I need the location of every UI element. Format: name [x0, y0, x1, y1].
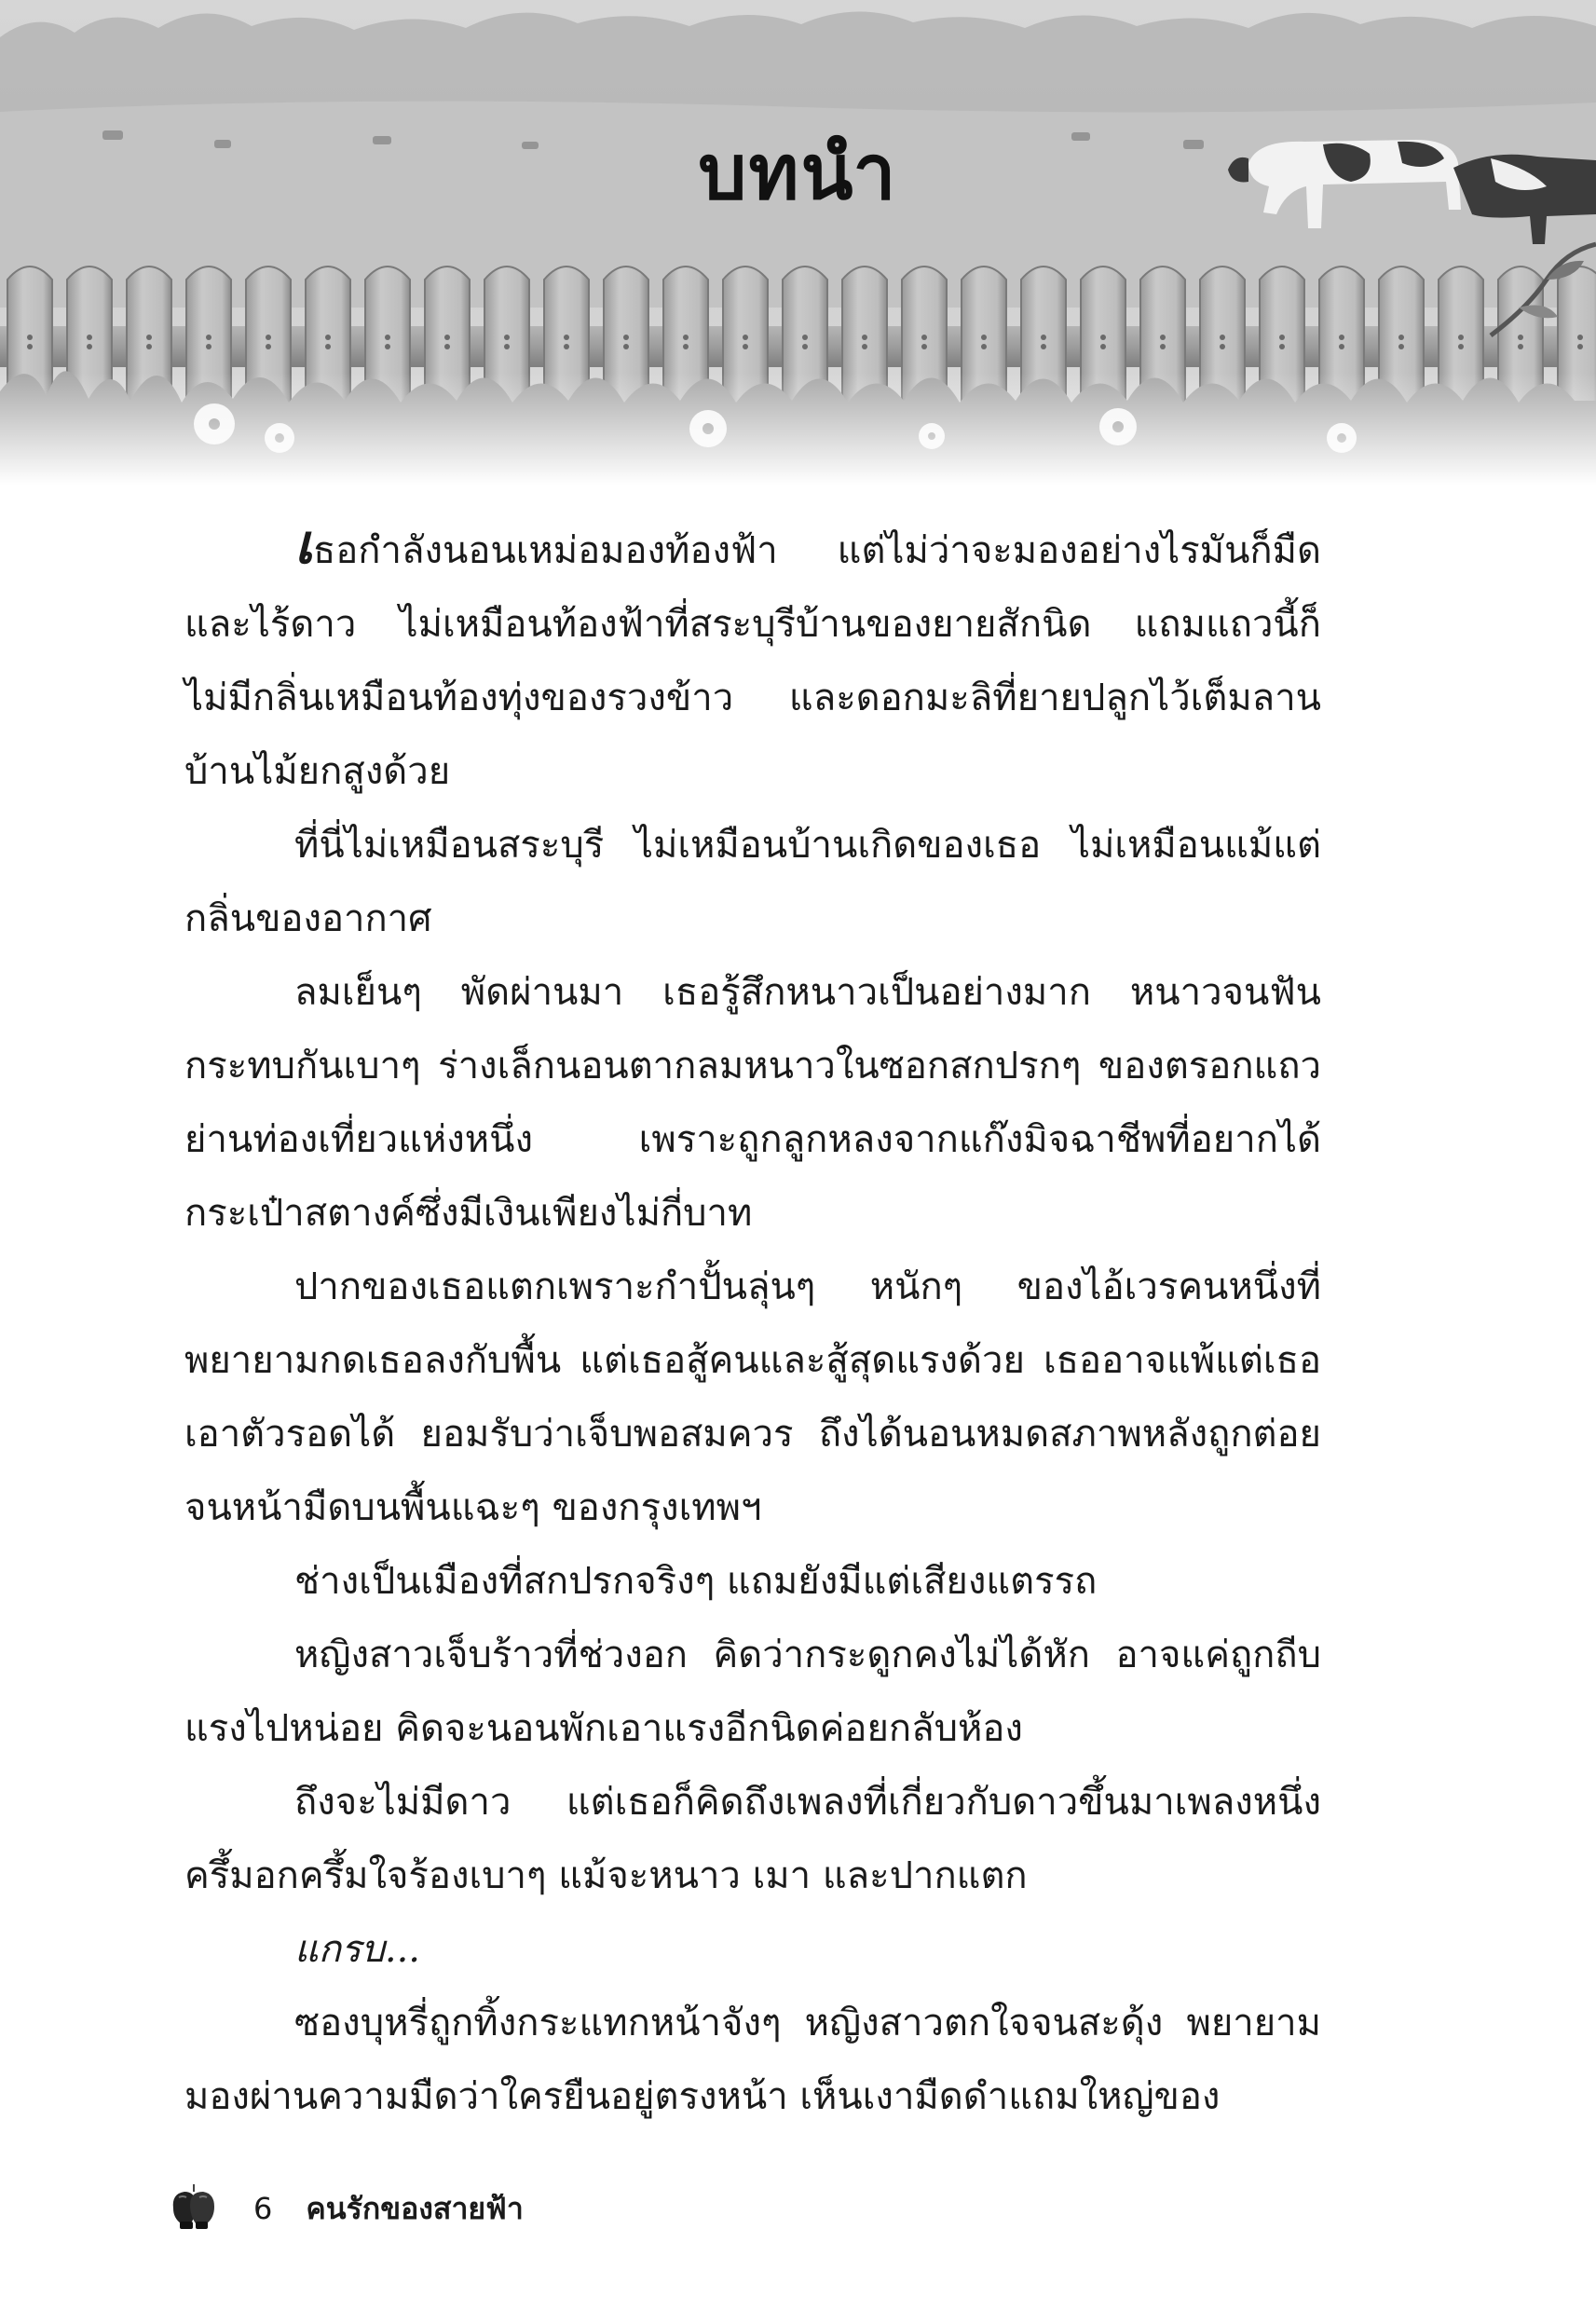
page-number: 6	[253, 2191, 273, 2226]
paragraph: ช่างเป็นเมืองที่สกปรกจริงๆ แถมยังมีแต่เสียงแตรรถ	[294, 1560, 1098, 1603]
boxing-gloves-icon	[166, 2181, 222, 2236]
page-footer	[166, 2181, 524, 2236]
paragraph: ซองบุหรี่ถูกทิ้งกระแทกหน้าจังๆ หญิงสาวตกใจจนสะดุ้ง พยายามมองผ่านความมืดว่าใครยืนอยู่ตรงหน้า เห็นเงามืดดำแถมใหญ่ของ	[184, 2002, 1321, 2118]
paragraph-text: ธอกำลังนอนเหม่อมองท้องฟ้า แต่ไม่ว่าจะมองอย่างไรมันก็มืดและไร้ดาว ไม่เหมือนท้องฟ้าที่สระบุรีบ้านของยายสักนิด แถมแถวนี้ก็ไม่มีกลิ่นเหมือนท้องทุ่งของรวงข้าว และดอกมะลิที่ยายปลูกไว้เต็มลานบ้านไม้ยกสูงด้วย	[184, 529, 1321, 793]
sound-effect: แกรบ...	[294, 1928, 421, 1971]
paragraph: หญิงสาวเจ็บร้าวที่ช่วงอก คิดว่ากระดูกคงไม่ได้หัก อาจแค่ถูกถีบแรงไปหน่อย คิดจะนอนพักเอาแรงอีกนิดค่อยกลับห้อง	[184, 1634, 1321, 1750]
book-title: คนรักของสายฟ้า	[306, 2190, 524, 2226]
body-text	[184, 508, 1321, 2134]
chapter-title: บทนำ	[698, 129, 898, 217]
paragraph: ลมเย็นๆ พัดผ่านมา เธอรู้สึกหนาวเป็นอย่างมาก หนาวจนฟันกระทบกันเบาๆ ร่างเล็กนอนตากลมหนาวในซอกสกปรกๆ ของตรอกแถวย่านท่องเที่ยวแห่งหนึ่ง เพราะถูกลูกหลงจากแก๊งมิจฉาชีพที่อยากได้กระเป๋าสตางค์ซึ่งมีเงินเพียงไม่กี่บาท	[184, 971, 1321, 1235]
paragraph: ปากของเธอแตกเพราะกำปั้นลุ่นๆ หนักๆ ของไอ้เวรคนหนึ่งที่พยายามกดเธอลงกับพื้น แต่เธอสู้คนและสู้สุดแรงด้วย เธออาจแพ้แต่เธอเอาตัวรอดได้ ยอมรับว่าเจ็บพอสมควร ถึงได้นอนหมดสภาพหลังถูกต่อยจนหน้ามืดบนพื้นแฉะๆ ของกรุงเทพฯ	[184, 1265, 1321, 1529]
drop-initial: เ	[294, 513, 313, 576]
header-illustration	[0, 0, 1596, 485]
paragraph	[184, 508, 1321, 809]
paragraph: ที่นี่ไม่เหมือนสระบุรี ไม่เหมือนบ้านเกิดของเธอ ไม่เหมือนแม้แต่กลิ่นของอากาศ	[184, 824, 1321, 940]
paragraph: ถึงจะไม่มีดาว แต่เธอก็คิดถึงเพลงที่เกี่ยวกับดาวขึ้นมาเพลงหนึ่ง ครึ้มอกครึ้มใจร้องเบาๆ แม้จะหนาว เมา และปากแตก	[184, 1781, 1321, 1897]
